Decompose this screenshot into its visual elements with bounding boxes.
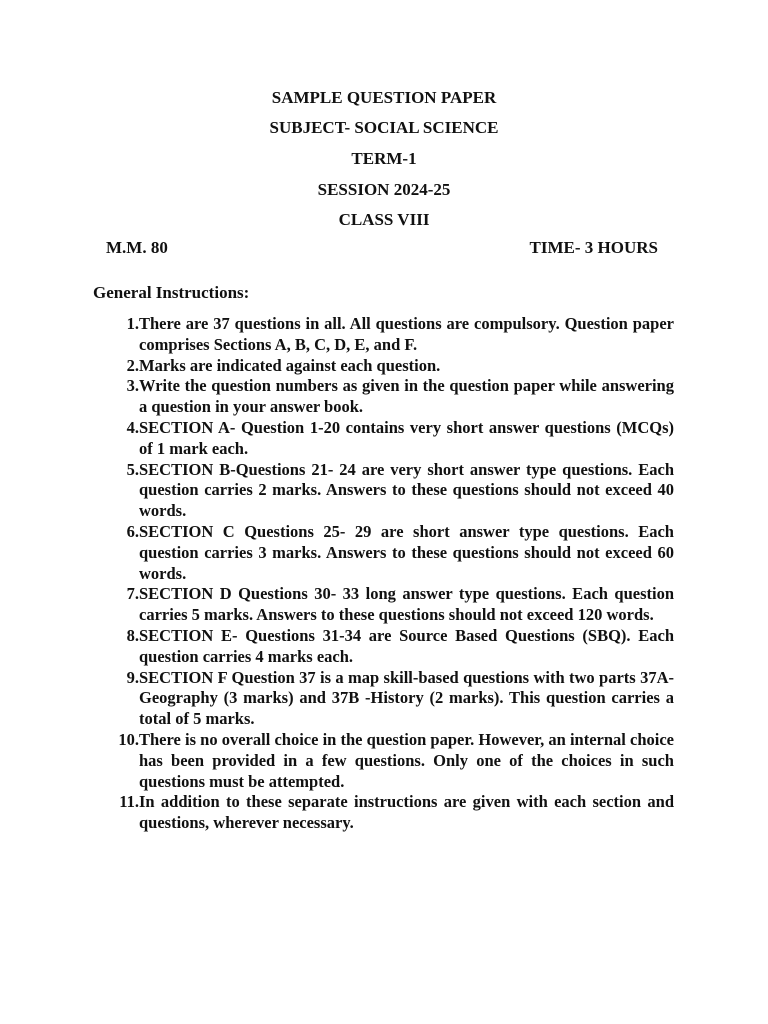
list-item (96, 376, 674, 418)
item-number: 7. (126, 584, 139, 604)
item-text: Write the question numbers as given in the question paper while answering a question in your answer book. (139, 376, 674, 417)
item-number: 10. (118, 729, 139, 749)
list-item (96, 792, 674, 834)
subject-line: SUBJECT- SOCIAL SCIENCE (269, 118, 499, 137)
list-item (96, 522, 674, 584)
item-text: SECTION C Questions 25- 29 are short answer type questions. Each question carries 3 marks. Answers to these questions should not exceed 60 words. (139, 521, 674, 583)
item-number: 9. (126, 667, 139, 687)
item-text: SECTION F Question 37 is a map skill-based questions with two parts 37A-Geography (3 marks) and 37B -History (2 marks). This question carries a total of 5 marks. (139, 667, 674, 729)
item-text: SECTION A- Question 1-20 contains very short answer questions (MCQs) of 1 mark each. (139, 417, 674, 458)
item-number: 3. (126, 376, 139, 396)
list-item (96, 460, 674, 522)
time-allowed: TIME- 3 HOURS (529, 238, 658, 257)
general-instructions-heading: General Instructions: (93, 283, 250, 302)
instructions-list (96, 314, 674, 834)
list-item (96, 668, 674, 730)
session-line: SESSION 2024-25 (317, 180, 451, 199)
item-number: 1. (126, 314, 139, 333)
list-item (96, 356, 674, 377)
list-item (96, 418, 674, 460)
list-item (96, 314, 674, 356)
term-line: TERM-1 (351, 149, 417, 168)
item-number: 11. (119, 792, 139, 812)
item-text: SECTION E- Questions 31-34 are Source Based Questions (SBQ). Each question carries 4 marks each. (139, 625, 674, 666)
item-number: 5. (126, 459, 139, 479)
paper-title: SAMPLE QUESTION PAPER (271, 88, 497, 107)
item-number: 8. (126, 625, 139, 645)
marks-time-row (106, 238, 658, 258)
list-item (96, 584, 674, 626)
list-item (96, 626, 674, 668)
item-text: In addition to these separate instructions are given with each section and questions, wherever necessary. (139, 792, 674, 833)
max-marks: M.M. 80 (106, 238, 168, 257)
class-line: CLASS VIII (338, 210, 430, 229)
item-text: Marks are indicated against each question. (139, 355, 441, 375)
list-item (96, 730, 674, 792)
item-number: 2. (126, 355, 139, 375)
item-number: 6. (126, 521, 139, 541)
item-text: There are 37 questions in all. All questions are compulsory. Question paper comprises Sections A, B, C, D, E, and F. (139, 314, 674, 354)
item-text: SECTION D Questions 30- 33 long answer type questions. Each question carries 5 marks. Answers to these questions should not exceed 120 words. (139, 584, 674, 625)
item-number: 4. (126, 417, 139, 437)
item-text: SECTION B-Questions 21- 24 are very short answer type questions. Each question carries 2 marks. Answers to these questions should not exceed 40 words. (139, 459, 674, 521)
item-text: There is no overall choice in the question paper. However, an internal choice has been provided in a few questions. Only one of the choices in such questions must be attempted. (139, 729, 674, 791)
